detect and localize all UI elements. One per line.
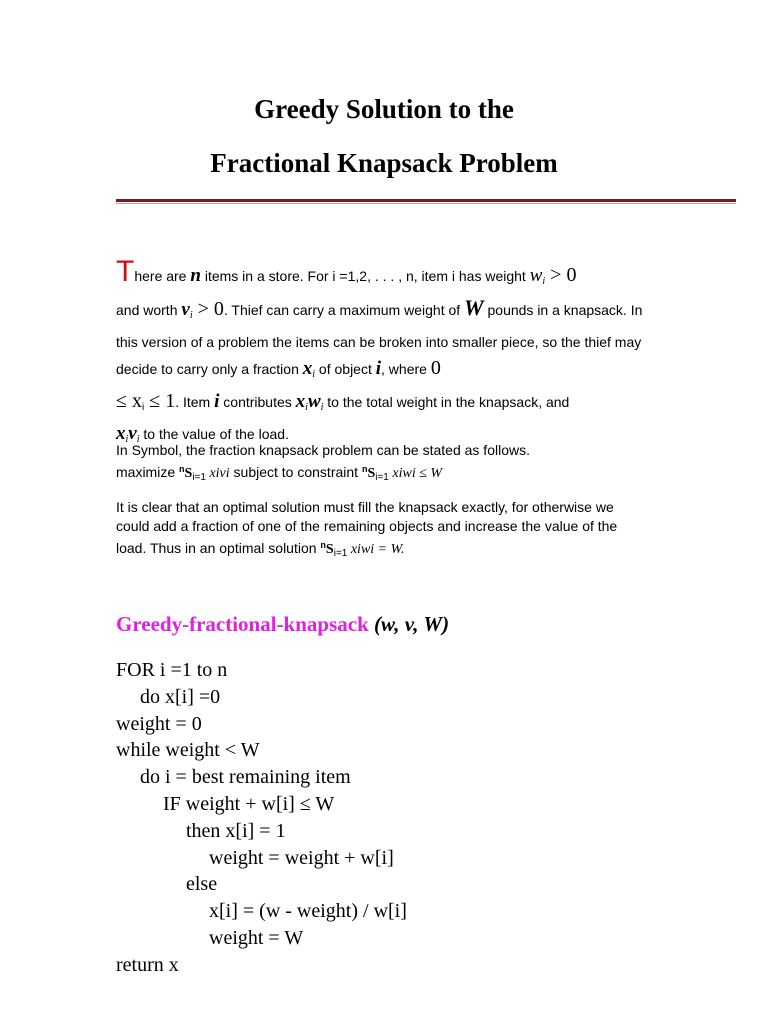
code-line: return x: [116, 953, 179, 976]
pseudocode-block: [116, 657, 407, 979]
optimal-paragraph: It is clear that an optimal solution must fill the knapsack exactly, for otherwise we could add a fraction of one of the remaining objects and increase the value of the load. Thus in an optimal solution $^nS_{i=1}$ xiwi = W.: [116, 499, 618, 559]
dropcap-letter: T: [116, 255, 135, 288]
algorithm-heading: [116, 612, 449, 637]
code-line: while weight < W: [116, 739, 260, 762]
code-line: else: [186, 873, 218, 896]
code-line: do x[i] =0: [140, 685, 221, 708]
code-line: IF weight + w[i] ≤ W: [163, 792, 335, 815]
code-line: weight = 0: [116, 712, 202, 735]
algorithm-params: (w, v, W): [368, 612, 450, 636]
algorithm-name: Greedy-fractional-knapsack: [116, 612, 369, 636]
intro-paragraph: There are n items in a store. For i =1,2, . . . , n, item i has weight $w_i > 0$ and worth $v_i > 0$. Thief can carry a maximum weight of W pounds in a knapsack. In this version of a problem the items can be broken into smaller piece, so the thief may decide to carry only a fraction $x_i$ of object i, where 0 ≤ $x_i \le 1$. Item i contributes $x_iw_i$ to the total weight in the knapsack, and $x_iv_i$ to the value of the load.: [116, 255, 643, 445]
code-line: x[i] = (w - weight) / w[i]: [209, 900, 407, 923]
code-line: weight = W: [209, 926, 304, 949]
sum-symbol: S: [367, 466, 376, 481]
title-divider: [116, 199, 736, 202]
sum-symbol: S: [325, 542, 334, 557]
sum-symbol: S: [184, 466, 193, 481]
title-divider-shadow: [116, 203, 736, 204]
code-line: FOR i =1 to n: [116, 659, 228, 681]
code-line: weight = weight + w[i]: [209, 846, 394, 869]
page-title-line2: Fractional Knapsack Problem: [210, 148, 558, 178]
page-title-line1: Greedy Solution to the: [254, 94, 514, 124]
code-line: then x[i] = 1: [186, 819, 286, 842]
code-line: do i = best remaining item: [140, 766, 351, 789]
symbol-paragraph: In Symbol, the fraction knapsack problem can be stated as follows. maximize $^nS_{i=1}$ xivi subject to constraint $^nS_{i=1}$ xiwi ≤ W: [116, 442, 530, 483]
